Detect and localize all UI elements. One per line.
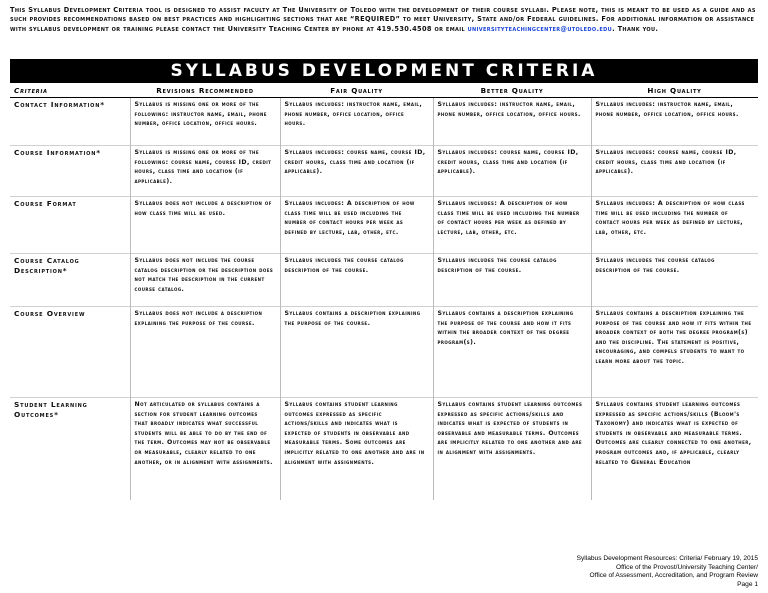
revisions-cell: Syllabus does not include a description explaining the purpose of the course. <box>130 307 280 398</box>
intro-closing: . Thank you. <box>612 24 659 33</box>
fair-cell: Syllabus includes: instructor name, email, phone number, office location, office hours. <box>280 98 433 146</box>
criteria-cell: Course Information* <box>10 146 130 197</box>
fair-cell: Syllabus contains student learning outcomes expressed as specific actions/skills and indicates what is expected of students in observable and measurable terms. Some outcomes are implicitly related to one another and are in alignment with assignments. <box>280 398 433 501</box>
table-header-row <box>10 83 758 98</box>
revisions-cell: Not articulated or syllabus contains a section for student learning outcomes that broadly indicates what successful students will be able to do by the end of the term. Outcomes may not be observable or measurable, clearly related to one another, or in alignment with assignments. <box>130 398 280 501</box>
header-revisions-recommended: Revisions Recommended <box>130 83 280 98</box>
better-cell: Syllabus includes the course catalog description of the course. <box>433 254 591 307</box>
table-row <box>10 98 758 146</box>
intro-paragraph <box>10 6 758 34</box>
criteria-cell: Course Overview <box>10 307 130 398</box>
criteria-cell: Course Catalog Description* <box>10 254 130 307</box>
revisions-cell: Syllabus is missing one or more of the following: instructor name, email, phone number, office location, office hours. <box>130 98 280 146</box>
revisions-cell: Syllabus does not include a description of how class time will be used. <box>130 197 280 254</box>
fair-cell: Syllabus includes: A description of how class time will be used including the number of contact hours per week as defined by lecture, lab, other, etc. <box>280 197 433 254</box>
high-cell: Syllabus contains a description explaining the purpose of the course and how it fits within the broader context of both the degree program(s) and the discipline. The statement is positive, encouraging, and compels students to want to learn more about the topic. <box>591 307 758 398</box>
fair-cell: Syllabus contains a description explaining the purpose of the course. <box>280 307 433 398</box>
page-footer <box>458 555 758 589</box>
table-row <box>10 146 758 197</box>
header-high-quality: High Quality <box>591 83 758 98</box>
criteria-cell: Course Format <box>10 197 130 254</box>
criteria-cell: Student Learning Outcomes* <box>10 398 130 501</box>
fair-cell: Syllabus includes: course name, course ID, credit hours, class time and location (if applicable). <box>280 146 433 197</box>
high-cell: Syllabus includes: A description of how class time will be used including the number of contact hours per week as defined by lecture, lab, other, etc. <box>591 197 758 254</box>
criteria-cell: Contact Information* <box>10 98 130 146</box>
high-cell: Syllabus includes: instructor name, email, phone number, office location, office hours. <box>591 98 758 146</box>
header-criteria: Criteria <box>10 83 130 98</box>
footer-line: Syllabus Development Resources: Criteria/ February 19, 2015 <box>576 555 758 562</box>
header-better-quality: Better Quality <box>433 83 591 98</box>
better-cell: Syllabus contains a description explaining the purpose of the course and how it fits within the broader context of the degree program(s). <box>433 307 591 398</box>
intro-text: This Syllabus Development Criteria tool is designed to assist faculty at The University of Toledo with the development of their course syllabi. Please note, this is meant to be used as a guide and as such provides recommendations based on best practices and highlighting sections that are “REQUIRED” to meet University, State and/or Federal guidelines. For additional information or assistance with syllabus development or training please contact the University Teaching Center by phone at 419.530.4508 or email <box>10 6 756 33</box>
high-cell: Syllabus includes: course name, course ID, credit hours, class time and location (if applicable). <box>591 146 758 197</box>
table-row <box>10 197 758 254</box>
revisions-cell: Syllabus does not include the course catalog description or the description does not match the description in the current course catalog. <box>130 254 280 307</box>
better-cell: Syllabus includes: A description of how class time will be used including the number of contact hours per week as defined by lecture, lab, other, etc. <box>433 197 591 254</box>
revisions-cell: Syllabus is missing one or more of the following: course name, course ID, credit hours, class time and location (if applicable). <box>130 146 280 197</box>
better-cell: Syllabus includes: course name, course ID, credit hours, class time and location (if applicable). <box>433 146 591 197</box>
fair-cell: Syllabus includes the course catalog description of the course. <box>280 254 433 307</box>
footer-line: Office of the Provost/University Teaching Center/ <box>616 563 758 571</box>
criteria-table <box>10 83 758 500</box>
high-cell: Syllabus includes the course catalog description of the course. <box>591 254 758 307</box>
header-fair-quality: Fair Quality <box>280 83 433 98</box>
high-cell: Syllabus contains student learning outcomes expressed as specific actions/skills (Bloom's Taxonomy) and indicates what is expected of students in observable and measurable terms. Outcomes are clearly connected to one another, program outcomes and, if applicable, clearly related to General Education <box>591 398 758 501</box>
better-cell: Syllabus contains student learning outcomes expressed as specific actions/skills and indicates what is expected of students in observable and measurable terms. Outcomes are implicitly related to one another and are in alignment with assignments. <box>433 398 591 501</box>
table-row <box>10 307 758 398</box>
table-row <box>10 398 758 501</box>
footer-page-number: Page 1 <box>737 580 758 588</box>
footer-line: Office of Assessment, Accreditation, and Program Review <box>589 572 758 580</box>
contact-email-link[interactable]: universityteachingcenter@utoledo.edu <box>467 24 613 33</box>
better-cell: Syllabus includes: instructor name, email, phone number, office location, office hours. <box>433 98 591 146</box>
table-row <box>10 254 758 307</box>
page-title: SYLLABUS DEVELOPMENT CRITERIA <box>10 59 758 83</box>
